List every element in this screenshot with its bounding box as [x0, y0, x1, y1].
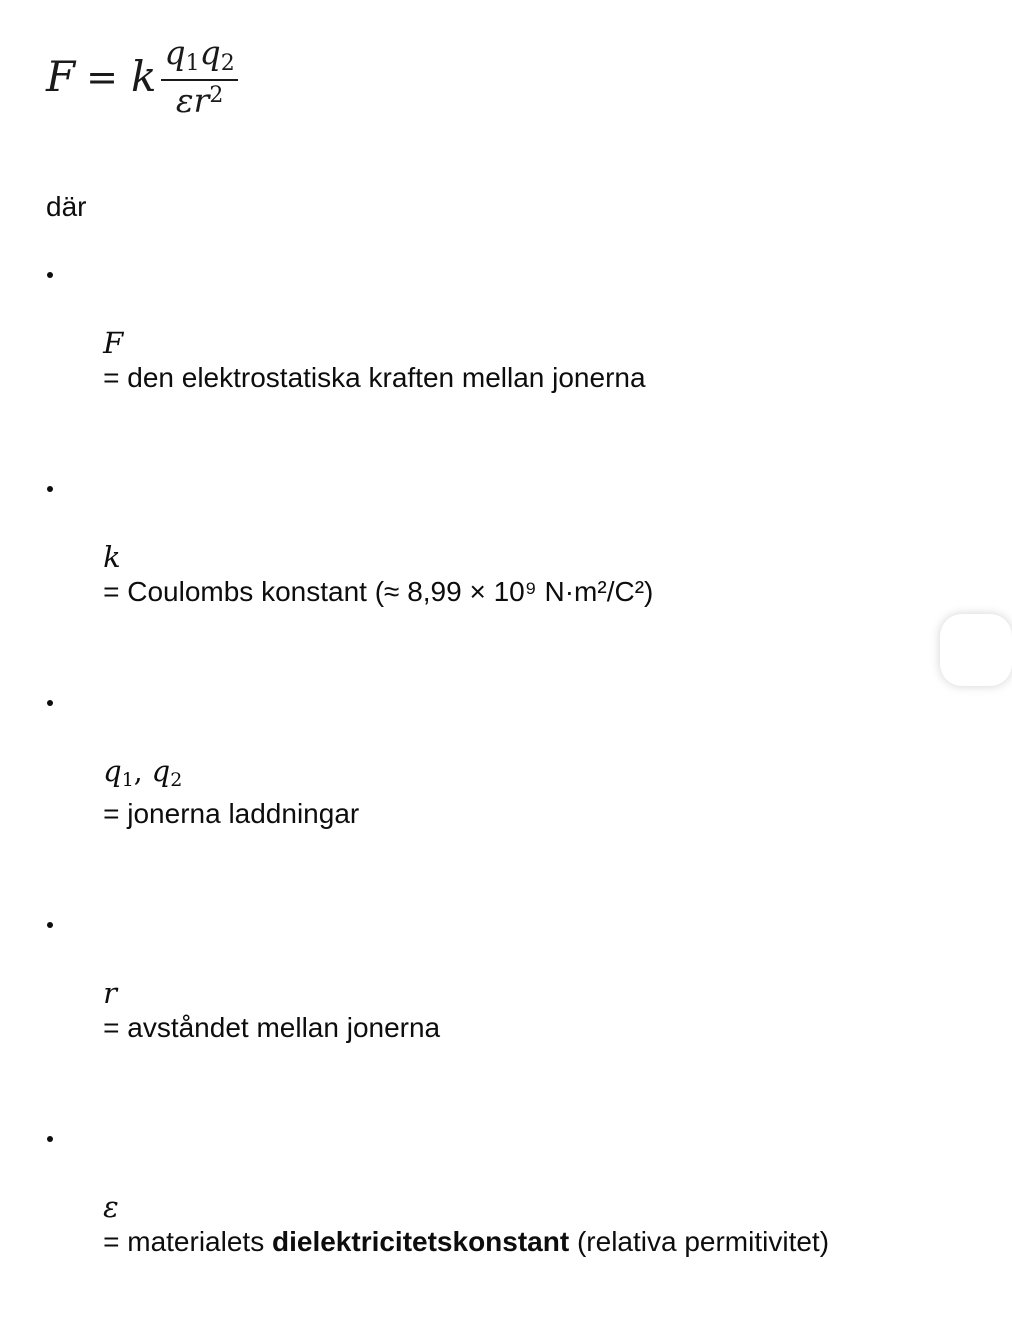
numerator-q2: q [199, 33, 221, 72]
math-symbol-q2: q [151, 754, 171, 788]
bullet-dot [47, 700, 53, 706]
math-symbol-r: r [103, 976, 117, 1010]
formula-equals: = [86, 55, 118, 100]
definition-item-q1q2 [46, 686, 962, 865]
denominator-r-exponent: 2 [209, 83, 224, 108]
definition-text: = avståndet mellan jonerna [103, 1012, 441, 1043]
bullet-dot [47, 272, 53, 278]
floating-corner-element [940, 614, 1012, 686]
formula-fraction [161, 33, 237, 120]
denominator-r: r [193, 81, 210, 120]
math-symbol-epsilon: ε [103, 1190, 119, 1224]
definition-text-post: (relativa permitivitet) [569, 1226, 830, 1257]
fraction-denominator [173, 81, 227, 120]
math-symbol-k: k [103, 540, 121, 574]
math-symbol-F: F [103, 326, 124, 360]
math-symbol-q2-subscript: 2 [170, 769, 183, 791]
definition-text: = Coulombs konstant (≈ 8,99 × 10⁹ N·m²/C²) [103, 576, 654, 607]
where-label: där [46, 191, 87, 222]
math-symbol-q1: q [103, 754, 122, 788]
definition-item-r [46, 908, 962, 1079]
definition-text: = den elektrostatiska kraften mellan jonerna [103, 362, 646, 393]
definition-text-bold: dielektricitetskonstant [271, 1226, 570, 1257]
definition-item-epsilon [46, 1122, 962, 1293]
numerator-q1-subscript: 1 [185, 51, 200, 76]
definition-item-F [46, 258, 962, 429]
bullet-dot [47, 922, 53, 928]
bullet-dot [47, 1136, 53, 1142]
definitions-list [46, 258, 962, 1336]
definition-text: = jonerna laddningar [103, 798, 360, 829]
formula-lhs: F [46, 52, 76, 102]
definition-item-k [46, 472, 962, 643]
coulomb-law-formula [46, 33, 238, 120]
numerator-q2-subscript: 2 [220, 51, 235, 76]
fraction-numerator [161, 33, 237, 76]
bullet-dot [47, 486, 53, 492]
denominator-epsilon: ε [175, 81, 194, 120]
formula-coefficient: k [131, 52, 157, 102]
numerator-q1: q [164, 33, 186, 72]
math-symbol-q1-subscript: 1 [121, 769, 134, 791]
definition-text-pre: = materialets [103, 1226, 272, 1257]
math-separator: , [133, 755, 152, 788]
